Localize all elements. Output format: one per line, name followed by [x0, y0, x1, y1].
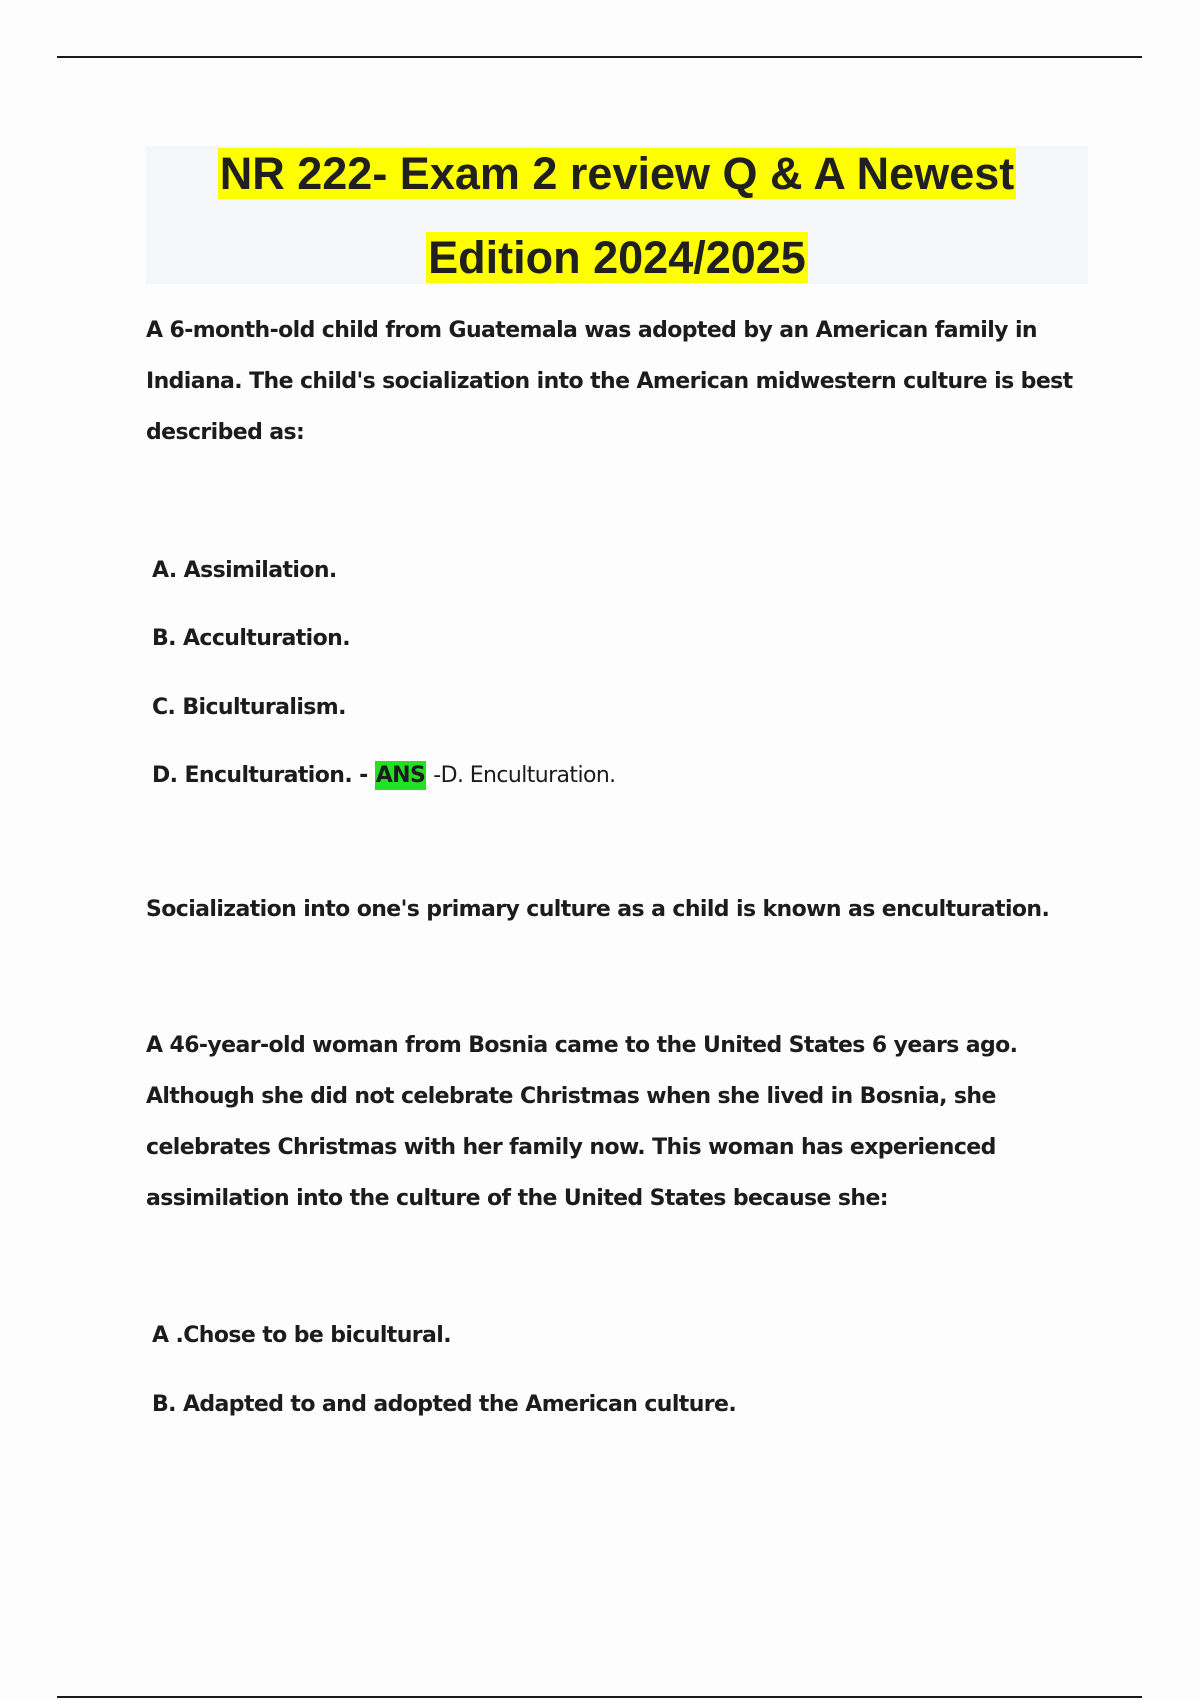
- question-2-option-b: B. Adapted to and adopted the American culture.: [152, 1392, 737, 1417]
- bottom-rule: [57, 1696, 1142, 1698]
- document-title: [146, 146, 1088, 284]
- question-1-option-c: C. Biculturalism.: [152, 695, 346, 720]
- question-1-option-d: [152, 761, 616, 791]
- top-rule: [57, 56, 1142, 58]
- question-2-stem: A 46-year-old woman from Bosnia came to the United States 6 years ago. Although she did not celebrate Christmas when she lived in Bosnia, she celebrates Christmas with her family now. This woman has experienced assimilation into the culture of the United States because she:: [146, 1033, 1018, 1211]
- title-line-2: Edition 2024/2025: [428, 232, 806, 283]
- answer-tag: ANS: [375, 763, 426, 788]
- answer-text: -D. Enculturation.: [433, 763, 616, 788]
- question-1-stem: A 6-month-old child from Guatemala was adopted by an American family in Indiana. The child's socialization into the American midwestern culture is best described as:: [146, 318, 1073, 445]
- question-2-option-a: A .Chose to be bicultural.: [152, 1323, 451, 1348]
- question-1-option-d-label: D. Enculturation. -: [152, 763, 368, 788]
- title-line-1: NR 222- Exam 2 review Q & A Newest: [219, 148, 1015, 199]
- question-1-option-b: B. Acculturation.: [152, 626, 350, 651]
- question-1-option-a: A. Assimilation.: [152, 558, 337, 583]
- question-1-rationale: Socialization into one's primary culture as a child is known as enculturation.: [146, 897, 1050, 922]
